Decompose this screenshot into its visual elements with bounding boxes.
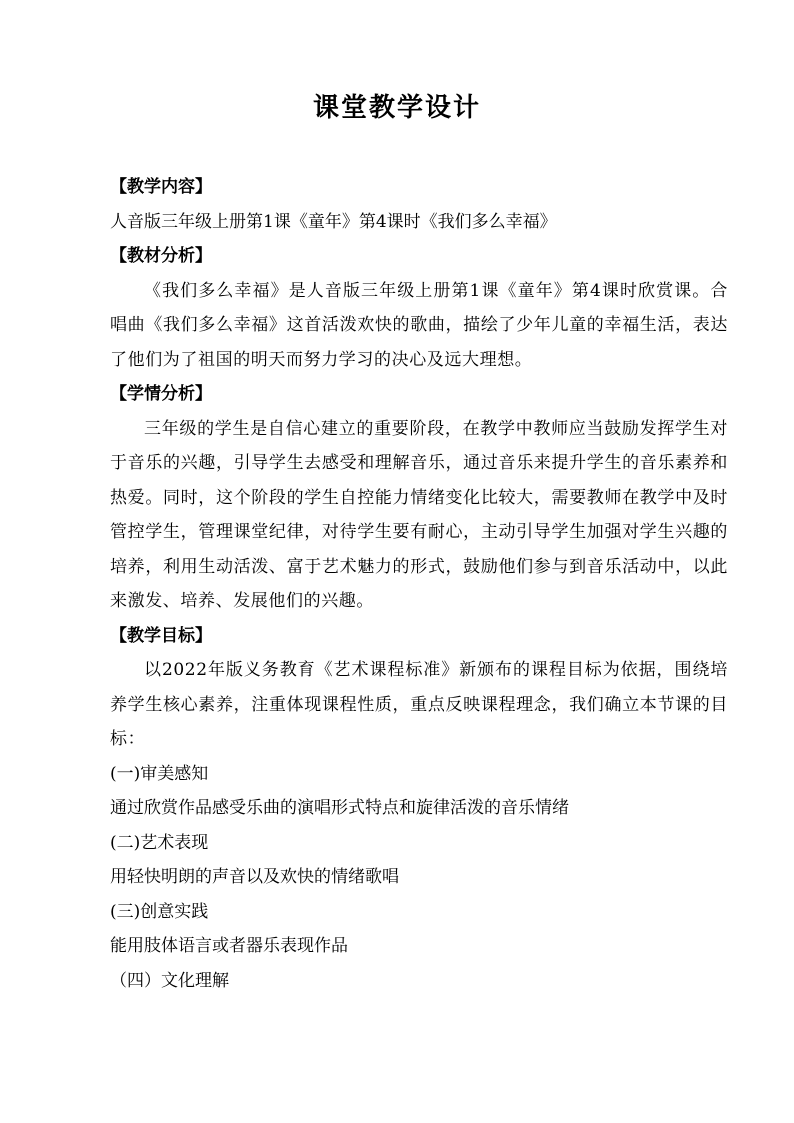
goal-label: (一)审美感知 — [110, 763, 209, 784]
section-text-analysis: 《我们多么幸福》是人音版三年级上册第1课《童年》第4课时欣赏课。合唱曲《我们多么幸福》这首活泼欢快的歌曲，描绘了少年儿童的幸福生活，表达了他们为了祖国的明天而努力学习的决心及远大理想。 — [110, 280, 728, 370]
section-heading-content: 【教学内容】 — [110, 177, 212, 197]
section-text-goals-intro: 以2022年版义务教育《艺术课程标准》新颁布的课程目标为依据，围绕培养学生核心素养，注重体现课程性质，重点反映课程理念，我们确立本节课的目标： — [110, 660, 728, 749]
goal-text: 通过欣赏作品感受乐曲的演唱形式特点和旋律活泼的音乐情绪 — [110, 798, 569, 818]
section-text-content: 人音版三年级上册第1课《童年》第4课时《我们多么幸福》 — [110, 211, 557, 232]
goal-text: 用轻快明朗的声音以及欢快的情绪歌唱 — [110, 867, 399, 887]
goal-label: (二)艺术表现 — [110, 832, 209, 853]
goal-text: 能用肢体语言或者器乐表现作品 — [110, 936, 348, 956]
goal-label: (三)创意实践 — [110, 901, 209, 922]
goal-label: （四）文化理解 — [110, 970, 229, 991]
document-body — [110, 170, 728, 998]
page-title: 课堂教学设计 — [312, 93, 481, 123]
section-heading-analysis: 【教材分析】 — [110, 246, 212, 266]
section-text-students: 三年级的学生是自信心建立的重要阶段，在教学中教师应当鼓励发挥学生对于音乐的兴趣，引导学生去感受和理解音乐，通过音乐来提升学生的音乐素养和热爱。同时，这个阶段的学生自控能力情绪变化比较大，需要教师在教学中及时管控学生，管理课堂纪律，对待学生要有耐心，主动引导学生加强对学生兴趣的培养，利用生动活泼、富于艺术魅力的形式，鼓励他们参与到音乐活动中，以此来激发、培养、发展他们的兴趣。 — [110, 418, 728, 611]
section-heading-students: 【学情分析】 — [110, 384, 212, 404]
section-heading-goals: 【教学目标】 — [110, 625, 212, 646]
